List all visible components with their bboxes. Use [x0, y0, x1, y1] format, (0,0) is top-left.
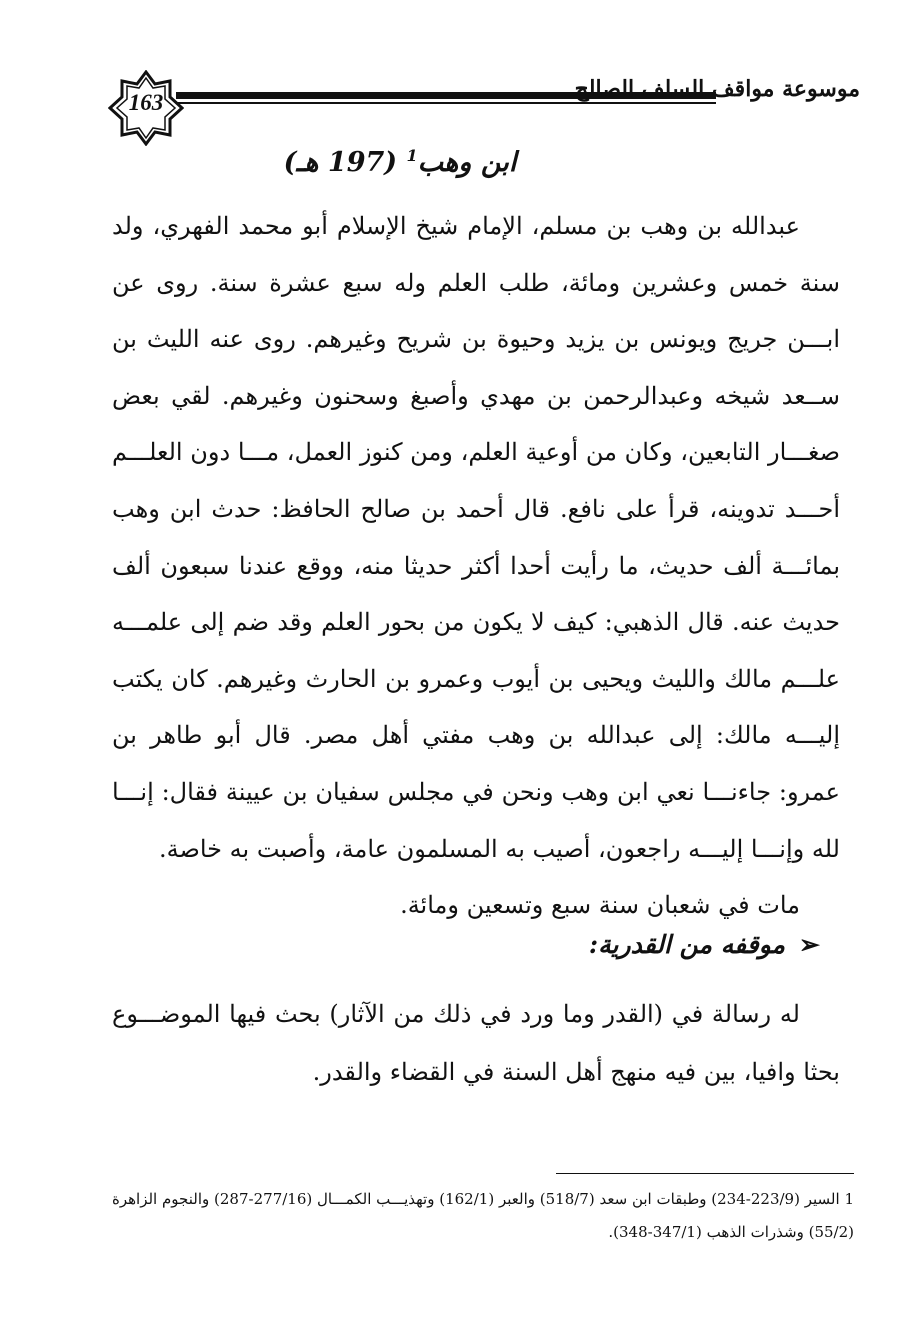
- footnote: [112, 1183, 854, 1249]
- biography-text: [112, 198, 840, 934]
- section-paragraph: له رسالة في (القدر وما ورد في ذلك من الآثار) بحث فيها الموضـــوع بحثا وافيا، بين فيه منهج أهل السنة في القضاء والقدر.: [112, 1000, 840, 1086]
- chapter-title: [200, 146, 600, 178]
- section-text: [112, 985, 840, 1101]
- chapter-year: (197 هـ): [283, 147, 398, 178]
- page-header: [108, 70, 860, 150]
- series-title: موسوعة مواقف السلف الصالح: [574, 76, 860, 102]
- footnote-marker: 1: [406, 146, 418, 165]
- footnote-divider: [556, 1173, 854, 1174]
- footnote-number: 1: [844, 1190, 854, 1208]
- death-paragraph: مات في شعبان سنة سبع وتسعين ومائة.: [400, 891, 800, 920]
- chapter-name: ابن وهب: [417, 147, 517, 178]
- page-number: 163: [128, 90, 164, 115]
- arrow-bullet-icon: ➢: [799, 930, 820, 959]
- section-heading-text: موقفه من القدرية:: [588, 930, 786, 959]
- section-heading: [400, 930, 820, 959]
- footnote-text: السير (223/9-234) وطبقات ابن سعد (518/7) والعبر (162/1) وتهذيـــب الكمـــال (277/16-287) والنجوم الزاهرة (55/2) وشذرات الذهب (347/1-348).: [112, 1190, 854, 1241]
- biography-paragraph: عبدالله بن وهب بن مسلم، الإمام شيخ الإسلام أبو محمد الفهري، ولد سنة خمس وعشرين ومائة، طلب العلم وله سبع عشرة سنة. روى عن ابـــن جريج ويونس بن يزيد وحيوة بن شريح وغيرهم. روى عنه الليث بن ســعد شيخه وعبدالرحمن بن مهدي وأصبغ وسحنون وغيرهم. لقي بعض صغـــار التابعين، وكان من أوعية العلم، ومن كنوز العمل، مـــا دون العلـــم أحـــد تدوينه، قرأ على نافع. قال أحمد بن صالح الحافظ: حدث ابن وهب بمائـــة ألف حديث، ما رأيت أحدا أكثر حديثا منه، ووقع عندنا سبعون ألف حديث عنه. قال الذهبي: كيف لا يكون من بحور العلم وقد ضم إلى علمـــه علـــم مالك والليث ويحيى بن أيوب وعمرو بن الحارث وغيرهم. كان يكتب إليـــه مالك: إلى عبدالله بن وهب مفتي أهل مصر. قال أبو طاهر بن عمرو: جاءنـــا نعي ابن وهب ونحن في مجلس سفيان بن عيينة فقال: إنـــا لله وإنـــا إليـــه راجعون، أصيب به المسلمون عامة، وأصبت به خاصة.: [112, 212, 841, 863]
- page-number-badge: [108, 70, 184, 146]
